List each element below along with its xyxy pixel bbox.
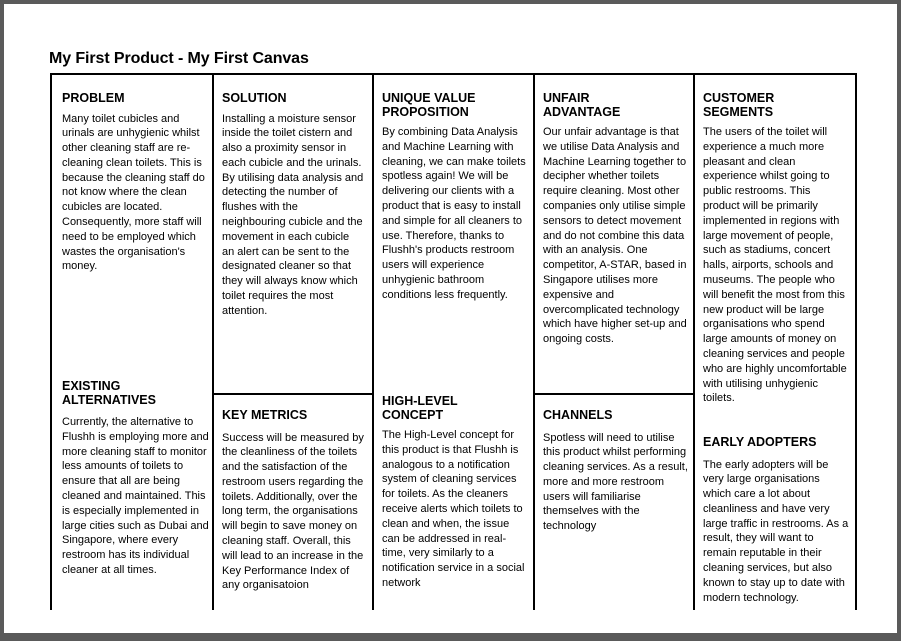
document-page — [4, 4, 897, 633]
row-divider — [535, 393, 693, 395]
row-divider — [214, 393, 372, 395]
unfair-advantage-text: Our unfair advantage is that we utilise Data Analysis and Machine Learning together to decipher whether toilets require cleaning. Most other companies only utilise simple sensors to detect movement and do not combine this data with an analysis. One competitor, A-STAR, based in Singapore utilises more expensive and overcomplicated technology which have higher set-up and ongoing costs. — [543, 126, 687, 346]
problem-heading: PROBLEM — [62, 91, 125, 105]
high-level-concept-heading: HIGH-LEVEL CONCEPT — [382, 394, 458, 422]
solution-heading: SOLUTION — [222, 91, 287, 105]
unique-value-proposition-section — [382, 92, 528, 303]
problem-text: Many toilet cubicles and urinals are unhygienic whilst other cleaning staff are re-cleaning clean toilets. This is because the cleaning staff do not know where the clean cubicles are located. Consequently, more staff will need to be employed which wastes the organisation's money. — [62, 112, 205, 273]
channels-text: Spotless will need to utilise this product whilst performing cleaning services. As a result, more and more restroom users will familiarise themselves with the technology — [543, 431, 688, 533]
customer-segments-text: The users of the toilet will experience a much more pleasant and clean experience whilst going to public restrooms. This product will be primarily implemented in regions with large movement of people, such as stadiums, concert halls, airports, schools and museums. The people who will benefit the most from this new product will be large organisations who spend large amounts of money on cleaning services and people who are highly uncomfortable with utilising unhygienic toilets. — [703, 126, 847, 405]
problem-section — [62, 92, 207, 274]
customer-segments-heading: CUSTOMER SEGMENTS — [703, 91, 775, 119]
key-metrics-section — [222, 409, 364, 593]
unfair-advantage-section — [543, 92, 688, 347]
viewer-top-edge — [0, 0, 901, 4]
column-divider — [212, 75, 214, 610]
channels-section — [543, 409, 688, 534]
column-divider — [372, 75, 374, 610]
unique-value-proposition-text: By combining Data Analysis and Machine Learning with cleaning, we can make toilets spotless again! We will be delivering our clients with a product that is easy to install and simple for all cleaners to use. Therefore, thanks to Flushh's products restroom users will experience unhygienic bathroom conditions less frequently. — [382, 126, 526, 301]
existing-alternatives-text: Currently, the alternative to Flushh is employing more and more cleaning staff to monitor less amounts of toilets to ensure that all are being cleaned and maintained. This is especially implemented in large cities such as Dubai and Singapore, where every restroom has its individual cleaner at all times. — [62, 416, 209, 576]
early-adopters-section — [703, 436, 849, 605]
unfair-advantage-heading: UNFAIR ADVANTAGE — [543, 91, 621, 119]
column-divider — [693, 75, 695, 610]
solution-section — [222, 92, 364, 319]
existing-alternatives-section — [62, 380, 209, 578]
solution-text: Installing a moisture sensor inside the toilet cistern and also a proximity sensor in each cubicle and the urinals. By utilising data analysis and detecting the number of flushes with the neighbouring cubicle and the movement in each cubicle an alert can be sent to the designated cleaner so that they will always know which toilet requires the most attention. — [222, 112, 364, 317]
column-divider — [533, 75, 535, 610]
unique-value-proposition-heading: UNIQUE VALUE PROPOSITION — [382, 91, 476, 119]
high-level-concept-section — [382, 395, 528, 591]
early-adopters-text: The early adopters will be very large organisations which care a lot about cleanliness and have very large traffic in restrooms. As a result, they will want to remain reputable in their cleaning services, but also known to stay up to date with modern technology. — [703, 458, 849, 604]
key-metrics-heading: KEY METRICS — [222, 408, 308, 422]
high-level-concept-text: The High-Level concept for this product is that Flushh is analogous to a notification system of cleaning services for toilets. As the cleaners receive alerts which toilets to clean and when, the issue can be addressed in real-time, very similarly to a notification service in a social network — [382, 429, 525, 589]
lean-canvas-grid — [50, 73, 857, 610]
existing-alternatives-heading: EXISTING ALTERNATIVES — [62, 379, 156, 407]
page-title: My First Product - My First Canvas — [49, 50, 309, 67]
key-metrics-text: Success will be measured by the cleanliness of the toilets and the satisfaction of the restroom users regarding the toilets. Additionally, over the long term, the organisations will begin to save money on cleaning staff. Overall, this will lead to an increase in the Key Performance Index of any organisatoion — [222, 431, 364, 592]
channels-heading: CHANNELS — [543, 408, 613, 422]
early-adopters-heading: EARLY ADOPTERS — [703, 435, 817, 449]
customer-segments-section — [703, 92, 849, 406]
